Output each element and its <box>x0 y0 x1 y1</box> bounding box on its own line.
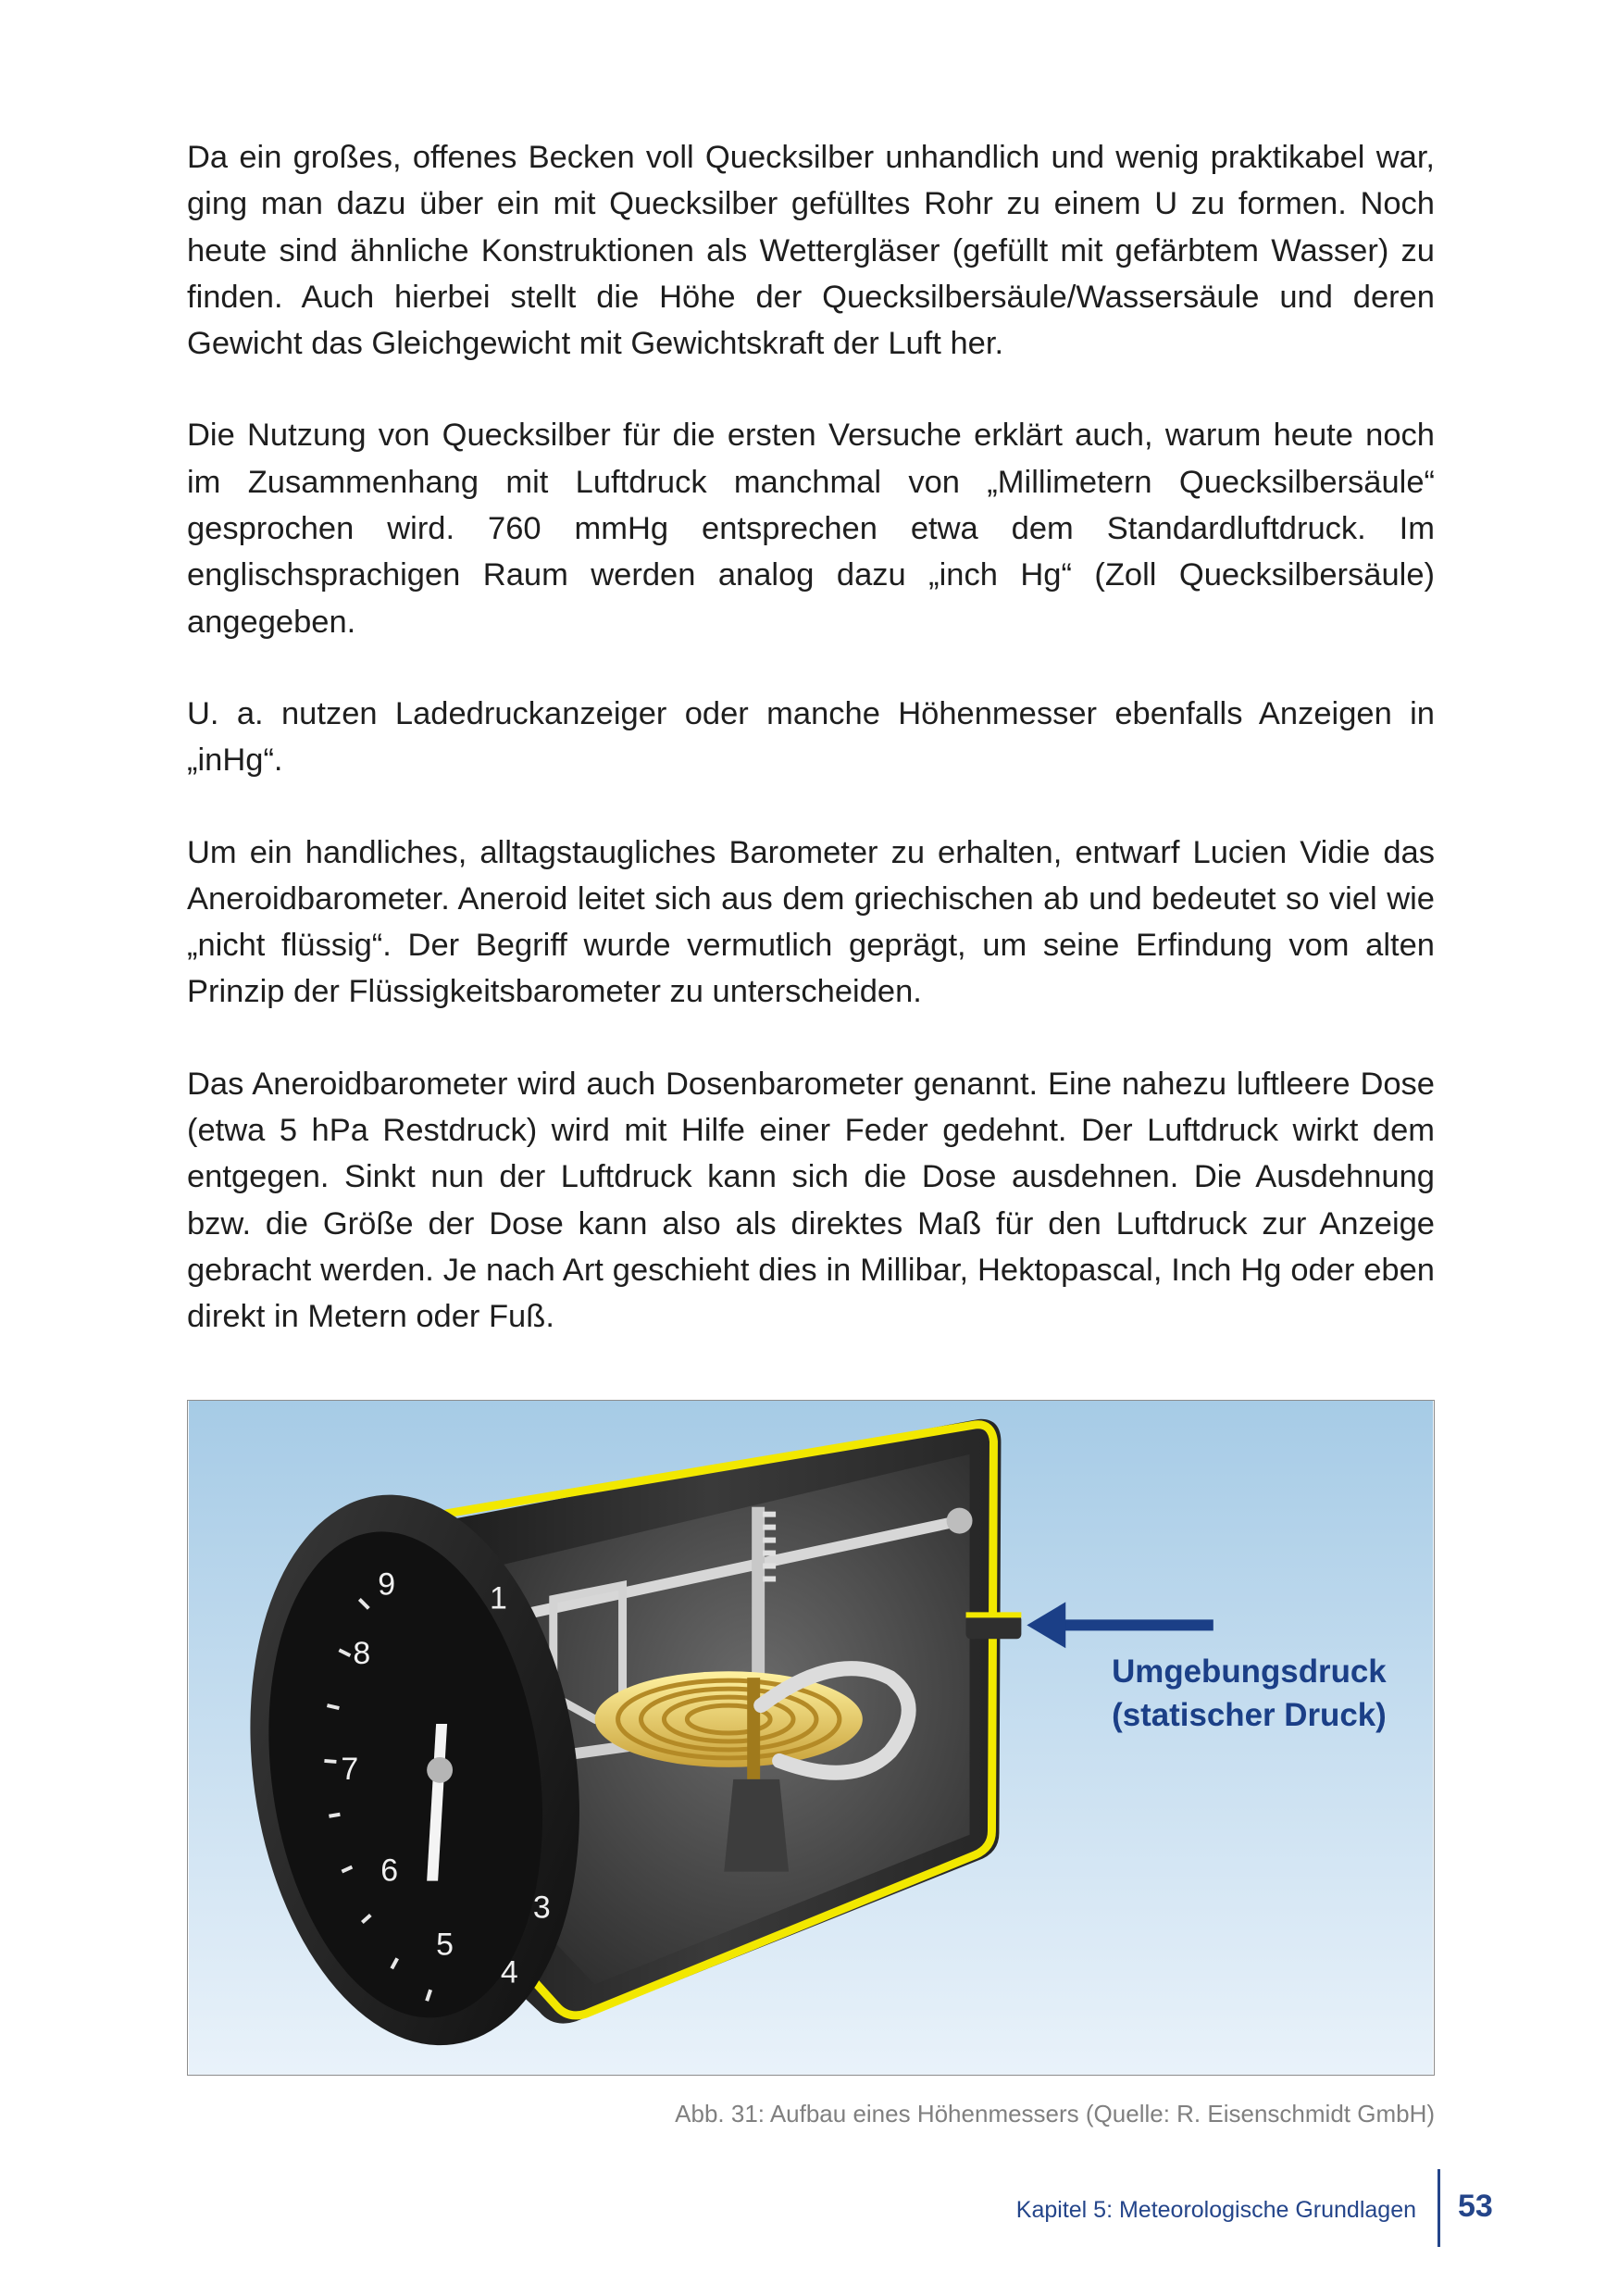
dial-number-1: 1 <box>489 1580 507 1616</box>
dial-number-7: 7 <box>341 1751 359 1787</box>
aneroid-capsule <box>595 1671 863 1767</box>
mounting-post <box>724 1779 789 1872</box>
paragraph-1: Da ein großes, offenes Becken voll Quecksilber unhandlich und wenig praktikabel war, ging man dazu über ein mit Quecksilber gefülltes Rohr zu einem U zu formen. Noch heute sind ähnliche Konstruktionen als Wettergläser (gefüllt mit gefärbtem Wasser) zu finden. Auch hierbei stellt die Höhe der Quecksilbersäule/Wassersäule und deren Gewicht das Gleichgewicht mit Gewichtskraft der Luft her. <box>187 140 1435 362</box>
dial-number-9: 9 <box>378 1566 396 1603</box>
dial-number-4: 4 <box>500 1954 518 1990</box>
footer-divider <box>1438 2169 1440 2247</box>
dial-hub <box>427 1757 453 1783</box>
paragraph-4: Um ein handliches, alltagstaugliches Barometer zu erhalten, entwarf Lucien Vidie das Aneroidbarometer. Aneroid leitet sich aus dem griechischen ab und bedeutet so viel wie „nicht flüssig“. Der Begriff wurde vermutlich geprägt, um seine Erfindung vom alten Prinzip der Flüssigkeitsbarometer zu unterscheiden. <box>187 834 1435 1010</box>
dial-number-8: 8 <box>353 1636 371 1672</box>
static-port <box>966 1615 1022 1639</box>
label-umgebungsdruck: Umgebungsdruck <box>1112 1653 1387 1691</box>
page-number: 53 <box>1458 2189 1493 2224</box>
altimeter-illustration <box>188 1401 1434 2075</box>
body-text <box>187 134 1435 1341</box>
altimeter-figure <box>187 1400 1435 2076</box>
paragraph-3: U. a. nutzen Ladedruckanzeiger oder manche Höhenmesser ebenfalls Anzeigen in „inHg“. <box>187 695 1435 779</box>
label-statischer-druck: (statischer Druck) <box>1112 1697 1387 1734</box>
dial-number-5: 5 <box>436 1927 454 1963</box>
paragraph-2: Die Nutzung von Quecksilber für die ersten Versuche erklärt auch, warum heute noch im Zusammenhang mit Luftdruck manchmal von „Millimetern Quecksilbersäule“ gesprochen wird. 760 mmHg entsprechen etwa dem Standardluftdruck. Im englischsprachigen Raum werden analog dazu „inch Hg“ (Zoll Quecksilbersäule) angegeben. <box>187 418 1435 640</box>
dial-number-6: 6 <box>380 1853 399 1889</box>
figure-caption: Abb. 31: Aufbau eines Höhenmessers (Quelle: R. Eisenschmidt GmbH) <box>675 2100 1435 2128</box>
footer-chapter: Kapitel 5: Meteorologische Grundlagen <box>1015 2197 1416 2223</box>
dial-number-3: 3 <box>532 1890 551 1926</box>
paragraph-5: Das Aneroidbarometer wird auch Dosenbarometer genannt. Eine nahezu luftleere Dose (etwa 5 hPa Restdruck) wird mit Hilfe einer Feder gedehnt. Der Luftdruck wirkt dem entgegen. Sinkt nun der Luftdruck kann sich die Dose ausdehnen. Die Ausdehnung bzw. die Größe der Dose kann also als direktes Maß für den Luftdruck zur Anzeige gebracht werden. Je nach Art geschieht dies in Millibar, Hektopascal, Inch Hg oder eben direkt in Metern oder Fuß. <box>187 1066 1435 1335</box>
